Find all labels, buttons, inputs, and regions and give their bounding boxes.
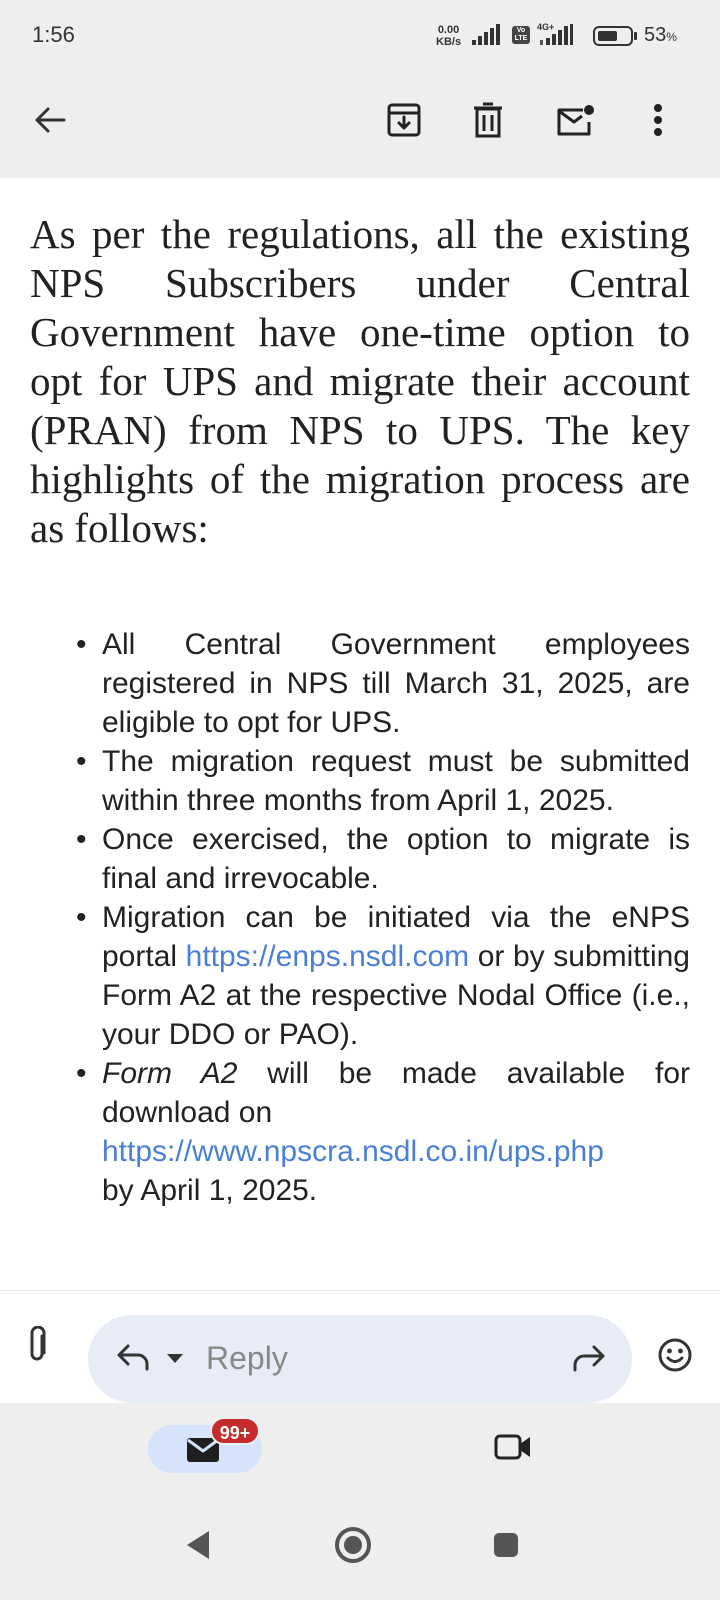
- home-circle-icon: [333, 1525, 373, 1565]
- volte-icon: [512, 26, 530, 44]
- network-speed-unit: KB/s: [436, 36, 462, 48]
- reply-label: Reply: [206, 1340, 288, 1376]
- battery-icon: [593, 26, 639, 46]
- npscra-ups-link[interactable]: https://www.npscra.nsdl.co.in/ups.php: [102, 1135, 604, 1168]
- list-item: • All Central Government employees registered in NPS till March 31, 2025, are eligible to opt for UPS.: [102, 625, 690, 742]
- battery-percent-unit: %: [666, 30, 677, 44]
- bullet5-text-after: by April 1, 2025.: [102, 1174, 318, 1207]
- list-item: • The migration request must be submitted within three months from April 1, 2025.: [102, 742, 690, 820]
- nav-meet[interactable]: [494, 1433, 532, 1466]
- form-a2-text: Form A2: [102, 1057, 238, 1090]
- email-intro-paragraph: As per the regulations, all the existing NPS Subscribers under Central Government have one-time option to opt for UPS and migrate their account (PRAN) from NPS to UPS. The key highlights of the migration process are as follows:: [30, 211, 690, 551]
- system-navigation-bar: [0, 1493, 720, 1600]
- battery-percent: [644, 24, 677, 47]
- network-type: 4G+: [537, 22, 555, 32]
- delete-button[interactable]: [464, 96, 512, 144]
- mark-unread-button[interactable]: [551, 96, 599, 144]
- paperclip-icon: [26, 1326, 48, 1364]
- status-time: 1:56: [32, 22, 75, 47]
- emoji-button[interactable]: [657, 1337, 693, 1378]
- forward-icon[interactable]: [572, 1343, 606, 1373]
- archive-icon: [387, 103, 421, 137]
- volte-line1: Vo: [516, 27, 526, 34]
- more-options-button[interactable]: [634, 96, 682, 144]
- mark-unread-icon: [555, 104, 595, 136]
- list-item: [102, 1054, 690, 1210]
- highlights-list: [102, 625, 690, 1210]
- square-recents-icon: [492, 1531, 520, 1559]
- system-home-button[interactable]: [329, 1521, 377, 1569]
- reply-bar[interactable]: [88, 1315, 632, 1403]
- email-toolbar: [0, 70, 720, 178]
- triangle-back-icon: [183, 1529, 213, 1561]
- reply-icon: [116, 1342, 152, 1372]
- list-item: • Once exercised, the option to migrate is final and irrevocable.: [102, 820, 690, 898]
- delete-icon: [472, 102, 504, 138]
- back-button[interactable]: [26, 96, 74, 144]
- status-bar: [0, 0, 720, 70]
- more-options-icon: [653, 103, 663, 137]
- emoji-icon: [657, 1337, 693, 1373]
- bullet4-text-before: Migration can be initiated via the eNPS portal: [102, 901, 690, 973]
- signal-icon: [472, 24, 506, 46]
- bottom-navigation: [0, 1403, 720, 1493]
- reply-area: [0, 1291, 720, 1403]
- email-body: [0, 178, 720, 1288]
- back-arrow-icon: [34, 106, 66, 134]
- unread-count-badge: 99+: [210, 1417, 260, 1445]
- attachment-button[interactable]: [26, 1326, 48, 1369]
- chevron-down-icon[interactable]: [166, 1353, 184, 1365]
- bullet5-text-before: will be made available for download on: [102, 1057, 690, 1129]
- system-back-button[interactable]: [174, 1521, 222, 1569]
- archive-button[interactable]: [380, 96, 428, 144]
- bullet4-text-after: or by submitting Form A2 at the respective Nodal Office (i.e., your DDO or PAO).: [102, 940, 690, 1051]
- enps-portal-link[interactable]: https://enps.nsdl.com: [185, 940, 470, 973]
- signal-4g-icon: [540, 24, 574, 46]
- network-speed-value: 0.00: [437, 24, 460, 36]
- video-camera-icon: [494, 1433, 532, 1461]
- nav-mail[interactable]: [148, 1425, 262, 1473]
- volte-line2: LTE: [514, 35, 528, 42]
- network-speed: [436, 24, 461, 48]
- battery-percent-value: 53: [644, 24, 667, 46]
- system-recents-button[interactable]: [482, 1521, 530, 1569]
- top-area: [0, 0, 720, 178]
- list-item: [102, 898, 690, 1054]
